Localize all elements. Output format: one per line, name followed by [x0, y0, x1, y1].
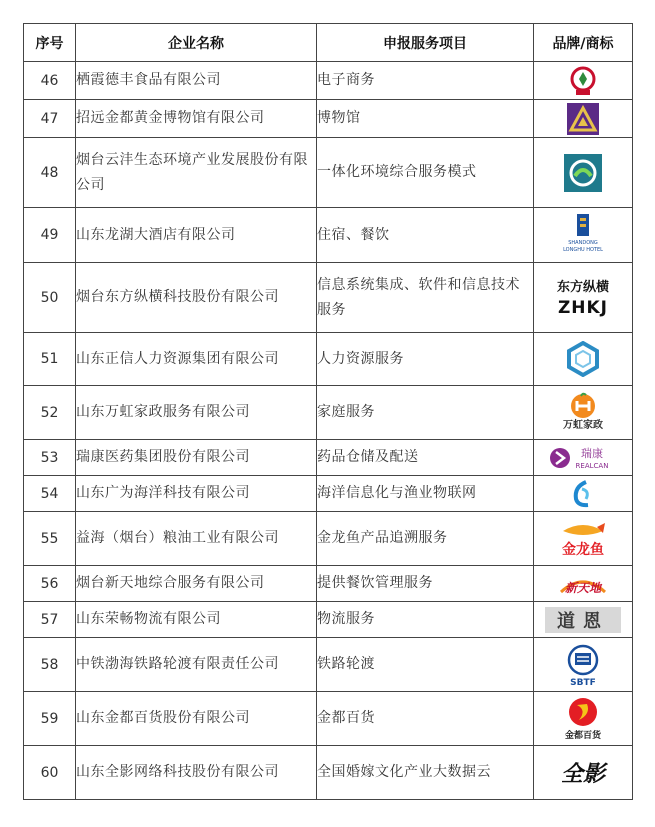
- table-row: [24, 386, 633, 440]
- company-name: 瑞康医药集团股份有限公司: [76, 440, 317, 476]
- svg-text:LONGHU HOTEL: LONGHU HOTEL: [563, 247, 603, 253]
- table-row: [24, 62, 633, 100]
- service-item: 博物馆: [317, 100, 534, 138]
- table-row: [24, 333, 633, 386]
- ruikang-logo-cn: 瑞康: [581, 446, 603, 460]
- table-row: [24, 692, 633, 746]
- wanhong-logo: [559, 391, 607, 435]
- service-item: 家庭服务: [317, 386, 534, 440]
- zhkj-logo-cn: 东方纵横: [556, 279, 609, 295]
- svg-text:SHANDONG: SHANDONG: [568, 240, 598, 246]
- service-item: 信息系统集成、软件和信息技术服务: [317, 263, 534, 333]
- quanying-logo: [553, 757, 613, 789]
- table-row: [24, 512, 633, 566]
- table-row: [24, 566, 633, 602]
- row-seq: 52: [24, 386, 76, 440]
- ruikang-logo: [548, 444, 618, 472]
- company-name: 中铁渤海铁路轮渡有限责任公司: [76, 638, 317, 692]
- service-item: 全国婚嫁文化产业大数据云: [317, 746, 534, 800]
- row-seq: 47: [24, 100, 76, 138]
- daoen-logo-text: 道恩: [557, 610, 609, 632]
- company-name: 山东正信人力资源集团有限公司: [76, 333, 317, 386]
- service-item: 海洋信息化与渔业物联网: [317, 476, 534, 512]
- company-name: 益海（烟台）粮油工业有限公司: [76, 512, 317, 566]
- row-seq: 57: [24, 602, 76, 638]
- row-seq: 58: [24, 638, 76, 692]
- service-item: 电子商务: [317, 62, 534, 100]
- zhkj-logo-en: ZHKJ: [557, 297, 609, 318]
- service-item: 物流服务: [317, 602, 534, 638]
- header-seq: 序号: [24, 24, 76, 62]
- table-row: [24, 100, 633, 138]
- table-row: [24, 440, 633, 476]
- row-seq: 49: [24, 208, 76, 263]
- zhengxin-logo: [565, 341, 601, 377]
- row-seq: 55: [24, 512, 76, 566]
- company-name: 烟台东方纵横科技股份有限公司: [76, 263, 317, 333]
- enterprise-table: [23, 23, 633, 800]
- sbtf-logo-text: SBTF: [570, 677, 596, 687]
- table-row: [24, 263, 633, 333]
- jinlongyu-logo-text: 金龙鱼: [562, 541, 604, 558]
- row-seq: 51: [24, 333, 76, 386]
- company-name: 烟台新天地综合服务有限公司: [76, 566, 317, 602]
- defeng-logo: [568, 66, 598, 96]
- service-item: 铁路轮渡: [317, 638, 534, 692]
- table-row: [24, 602, 633, 638]
- ruikang-logo-en: REALCAN: [575, 461, 609, 470]
- table-row: [24, 476, 633, 512]
- table-row: [24, 638, 633, 692]
- row-seq: 60: [24, 746, 76, 800]
- quanying-logo-text: 全影: [560, 761, 606, 787]
- row-seq: 54: [24, 476, 76, 512]
- guangwei-logo: [568, 479, 598, 509]
- yunfeng-logo: [564, 154, 602, 192]
- service-item: 金都百货: [317, 692, 534, 746]
- service-item: 提供餐饮管理服务: [317, 566, 534, 602]
- row-seq: 48: [24, 138, 76, 208]
- row-seq: 53: [24, 440, 76, 476]
- service-item: 住宿、餐饮: [317, 208, 534, 263]
- service-item: 人力资源服务: [317, 333, 534, 386]
- company-name: 烟台云沣生态环境产业发展股份有限公司: [76, 138, 317, 208]
- wanhong-logo-text: 万虹家政: [563, 419, 603, 431]
- company-name: 招远金都黄金博物馆有限公司: [76, 100, 317, 138]
- jindu-logo-text: 金都百货: [564, 730, 602, 741]
- company-name: 山东荣畅物流有限公司: [76, 602, 317, 638]
- jindu-logo: [561, 696, 605, 742]
- daoen-logo: [545, 607, 621, 633]
- service-item: 一体化环境综合服务模式: [317, 138, 534, 208]
- service-item: 金龙鱼产品追溯服务: [317, 512, 534, 566]
- row-seq: 50: [24, 263, 76, 333]
- company-name: 栖霞德丰食品有限公司: [76, 62, 317, 100]
- jinlongyu-logo: [557, 519, 609, 559]
- row-seq: 59: [24, 692, 76, 746]
- service-item: 药品仓储及配送: [317, 440, 534, 476]
- row-seq: 46: [24, 62, 76, 100]
- table-row: [24, 138, 633, 208]
- company-name: 山东万虹家政服务有限公司: [76, 386, 317, 440]
- company-name: 山东金都百货股份有限公司: [76, 692, 317, 746]
- table-row: [24, 208, 633, 263]
- gold-museum-logo: [567, 103, 599, 135]
- sbtf-logo: [561, 643, 605, 687]
- xintiandi-logo: [557, 570, 609, 598]
- xintiandi-logo-text: 新天地: [564, 580, 602, 595]
- row-seq: 56: [24, 566, 76, 602]
- company-name: 山东广为海洋科技有限公司: [76, 476, 317, 512]
- table-row: [24, 746, 633, 800]
- table-header-row: [24, 24, 633, 62]
- company-name: 山东全影网络科技股份有限公司: [76, 746, 317, 800]
- header-brand: 品牌/商标: [534, 24, 633, 62]
- company-name: 山东龙湖大酒店有限公司: [76, 208, 317, 263]
- header-company: 企业名称: [76, 24, 317, 62]
- zhkj-logo: [557, 278, 609, 318]
- header-service: 申报服务项目: [317, 24, 534, 62]
- longhu-hotel-logo: [561, 212, 605, 258]
